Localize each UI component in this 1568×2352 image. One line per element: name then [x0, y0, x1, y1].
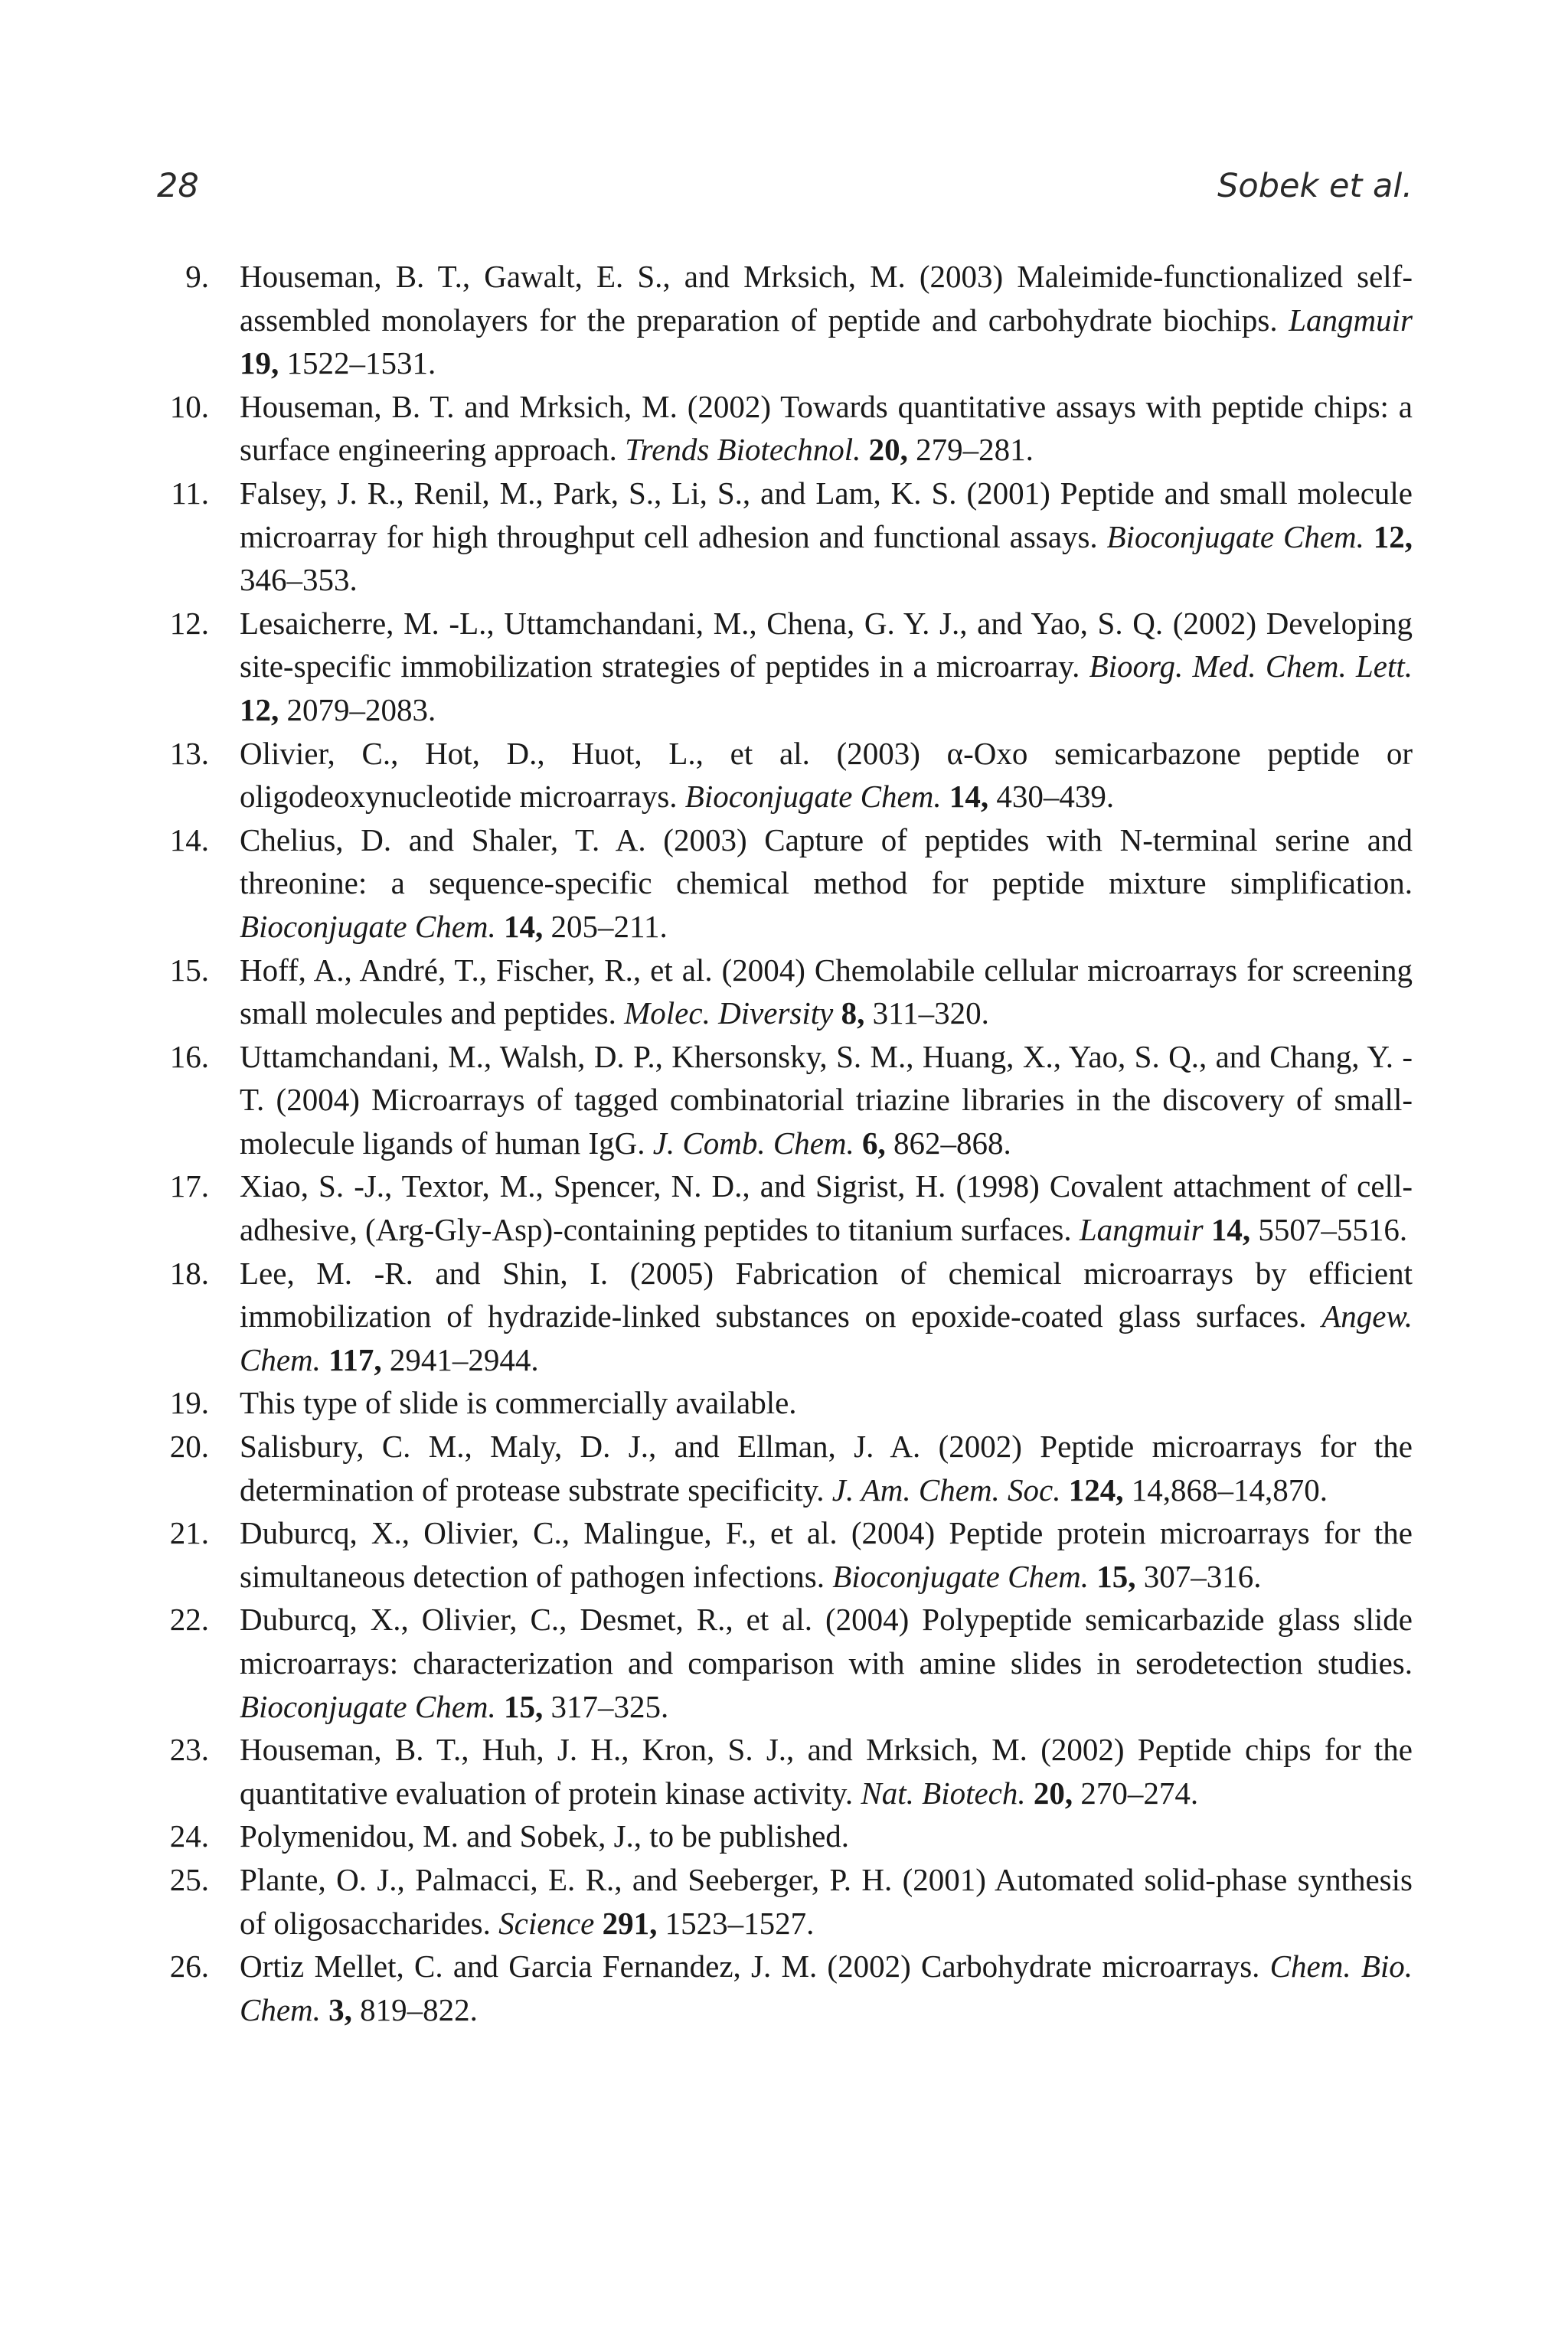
reference-number: 15. — [169, 952, 209, 988]
reference-item — [157, 818, 1413, 949]
reference-pages: 307–316. — [1135, 1558, 1262, 1594]
reference-journal: Bioconjugate Chem. — [1106, 518, 1364, 554]
reference-number: 12. — [169, 605, 209, 641]
reference-text: Uttamchandani, M., Walsh, D. P., Khersonsky, S. M., Huang, X., Yao, S. Q., and Chang, Y. -T. (2004) Microarrays of tagged combinatorial triazine libraries in the discovery of small-molecule ligands of human IgG. — [240, 1038, 1413, 1161]
reference-item — [157, 1511, 1413, 1598]
reference-volume: 291, — [602, 1905, 658, 1941]
reference-number: 13. — [169, 735, 209, 771]
reference-volume: 15, — [504, 1688, 544, 1724]
reference-journal: J. Am. Chem. Soc. — [831, 1472, 1061, 1508]
reference-volume: 20, — [1033, 1775, 1073, 1811]
reference-item — [157, 255, 1413, 385]
reference-number: 21. — [169, 1515, 209, 1551]
reference-text: Polymenidou, M. and Sobek, J., to be published. — [240, 1818, 850, 1854]
reference-item — [157, 1945, 1413, 2031]
reference-pages: 14,868–14,870. — [1123, 1472, 1328, 1508]
reference-journal: Langmuir — [1079, 1212, 1204, 1248]
reference-number: 9. — [185, 259, 209, 294]
reference-item — [157, 1035, 1413, 1165]
reference-text: Lesaicherre, M. -L., Uttamchandani, M., Chena, G. Y. J., and Yao, S. Q. (2002) Developing site-specific immobilization strategies of peptides in a microarray. — [240, 605, 1413, 684]
reference-number: 25. — [169, 1861, 209, 1897]
reference-volume: 14, — [1210, 1212, 1251, 1248]
reference-text: Plante, O. J., Palmacci, E. R., and Seeberger, P. H. (2001) Automated solid-phase synthesis of oligosaccharides. — [240, 1861, 1413, 1941]
reference-pages: 317–325. — [543, 1688, 669, 1724]
page-header — [157, 167, 1413, 220]
reference-number: 24. — [169, 1818, 209, 1854]
reference-item — [157, 385, 1413, 472]
reference-pages: 819–822. — [351, 1991, 478, 2027]
reference-number: 26. — [169, 1949, 209, 1984]
reference-journal: Trends Biotechnol. — [625, 432, 861, 468]
reference-text: Lee, M. -R. and Shin, I. (2005) Fabrication of chemical microarrays by efficient immobilization of hydrazide-linked substances on epoxide-coated glass surfaces. — [240, 1255, 1413, 1334]
reference-item — [157, 1165, 1413, 1251]
reference-pages: 311–320. — [864, 995, 989, 1031]
reference-item — [157, 1598, 1413, 1728]
reference-number: 14. — [169, 822, 209, 858]
reference-pages: 270–274. — [1073, 1775, 1199, 1811]
reference-journal: J. Comb. Chem. — [652, 1125, 854, 1161]
reference-volume: 12, — [1373, 518, 1413, 554]
reference-list — [157, 255, 1413, 2031]
reference-pages: 5507–5516. — [1250, 1212, 1408, 1248]
reference-number: 18. — [169, 1255, 209, 1291]
reference-item — [157, 1815, 1413, 1858]
reference-journal: Bioconjugate Chem. — [832, 1558, 1089, 1594]
reference-volume: 12, — [240, 691, 279, 727]
reference-item — [157, 1381, 1413, 1425]
reference-text: This type of slide is commercially available. — [240, 1385, 797, 1421]
reference-pages: 346–353. — [240, 562, 358, 598]
reference-text: Salisbury, C. M., Maly, D. J., and Ellman, J. A. (2002) Peptide microarrays for the determination of protease substrate specificity. — [240, 1429, 1413, 1508]
reference-volume: 6, — [862, 1125, 886, 1161]
reference-volume: 117, — [328, 1341, 382, 1377]
reference-journal: Angew. Chem. — [240, 1298, 1413, 1377]
reference-pages: 279–281. — [907, 432, 1034, 468]
reference-text: Olivier, C., Hot, D., Huot, L., et al. (2003) α-Oxo semicarbazone peptide or oligodeoxynucleotide microarrays. — [240, 735, 1413, 815]
reference-item — [157, 949, 1413, 1035]
running-head: Sobek et al. — [1217, 167, 1413, 205]
reference-volume: 15, — [1096, 1558, 1136, 1594]
reference-text: Chelius, D. and Shaler, T. A. (2003) Capture of peptides with N-terminal serine and threonine: a sequence-specific chemical method for peptide mixture simplification. — [240, 822, 1413, 901]
reference-number: 22. — [169, 1602, 209, 1638]
reference-journal: Bioconjugate Chem. — [240, 1688, 496, 1724]
reference-pages: 2079–2083. — [279, 691, 436, 727]
reference-pages: 430–439. — [988, 779, 1115, 815]
reference-text: Xiao, S. -J., Textor, M., Spencer, N. D., and Sigrist, H. (1998) Covalent attachment of cell-adhesive, (Arg-Gly-Asp)-containing peptides to titanium surfaces. — [240, 1168, 1413, 1248]
reference-volume: 124, — [1068, 1472, 1124, 1508]
reference-number: 23. — [169, 1732, 209, 1768]
reference-volume: 20, — [868, 432, 908, 468]
reference-text: Houseman, B. T., Gawalt, E. S., and Mrksich, M. (2003) Maleimide-functionalized self-assembled monolayers for the preparation of peptide and carbohydrate biochips. — [240, 259, 1413, 338]
reference-number: 20. — [169, 1429, 209, 1465]
reference-text: Duburcq, X., Olivier, C., Desmet, R., et al. (2004) Polypeptide semicarbazide glass slide microarrays: characterization and comparison with amine slides in serodetection studies. — [240, 1602, 1413, 1681]
reference-item — [157, 732, 1413, 818]
reference-number: 19. — [169, 1385, 209, 1421]
reference-text: Falsey, J. R., Renil, M., Park, S., Li, S., and Lam, K. S. (2001) Peptide and small molecule microarray for high throughput cell adhesion and functional assays. — [240, 475, 1413, 554]
reference-journal: Bioorg. Med. Chem. Lett. — [1089, 648, 1413, 684]
page-number: 28 — [157, 167, 199, 205]
reference-text: Ortiz Mellet, C. and Garcia Fernandez, J. M. (2002) Carbohydrate microarrays. — [240, 1949, 1270, 1984]
reference-item — [157, 1728, 1413, 1815]
reference-pages: 205–211. — [543, 908, 668, 944]
reference-number: 16. — [169, 1038, 209, 1074]
reference-volume: 14, — [949, 779, 989, 815]
reference-item — [157, 1252, 1413, 1382]
reference-text: Duburcq, X., Olivier, C., Malingue, F., et al. (2004) Peptide protein microarrays for the simultaneous detection of pathogen infections. — [240, 1515, 1413, 1594]
reference-pages: 2941–2944. — [381, 1341, 539, 1377]
reference-journal: Langmuir — [1289, 302, 1413, 338]
reference-text: Houseman, B. T., Huh, J. H., Kron, S. J., and Mrksich, M. (2002) Peptide chips for the quantitative evaluation of protein kinase activity. — [240, 1732, 1413, 1811]
reference-journal: Nat. Biotech. — [861, 1775, 1026, 1811]
reference-journal: Science — [498, 1905, 595, 1941]
reference-number: 11. — [171, 475, 209, 511]
reference-pages: 1523–1527. — [657, 1905, 815, 1941]
reference-number: 17. — [169, 1168, 209, 1204]
reference-volume: 14, — [504, 908, 544, 944]
reference-volume: 8, — [841, 995, 865, 1031]
reference-journal: Molec. Diversity — [624, 995, 834, 1031]
reference-volume: 3, — [328, 1991, 352, 2027]
reference-number: 10. — [169, 388, 209, 424]
reference-item — [157, 602, 1413, 732]
reference-volume: 19, — [240, 345, 279, 381]
reference-text: Houseman, B. T. and Mrksich, M. (2002) Towards quantitative assays with peptide chips: a surface engineering approach. — [240, 388, 1413, 468]
reference-pages: 1522–1531. — [279, 345, 436, 381]
reference-item — [157, 1858, 1413, 1945]
reference-journal: Chem. Bio. Chem. — [240, 1949, 1413, 2027]
reference-item — [157, 472, 1413, 602]
reference-pages: 862–868. — [885, 1125, 1011, 1161]
reference-journal: Bioconjugate Chem. — [684, 779, 942, 815]
reference-journal: Bioconjugate Chem. — [240, 908, 496, 944]
reference-text: Hoff, A., André, T., Fischer, R., et al. (2004) Chemolabile cellular microarrays for screening small molecules and peptides. — [240, 952, 1413, 1031]
reference-item — [157, 1425, 1413, 1511]
